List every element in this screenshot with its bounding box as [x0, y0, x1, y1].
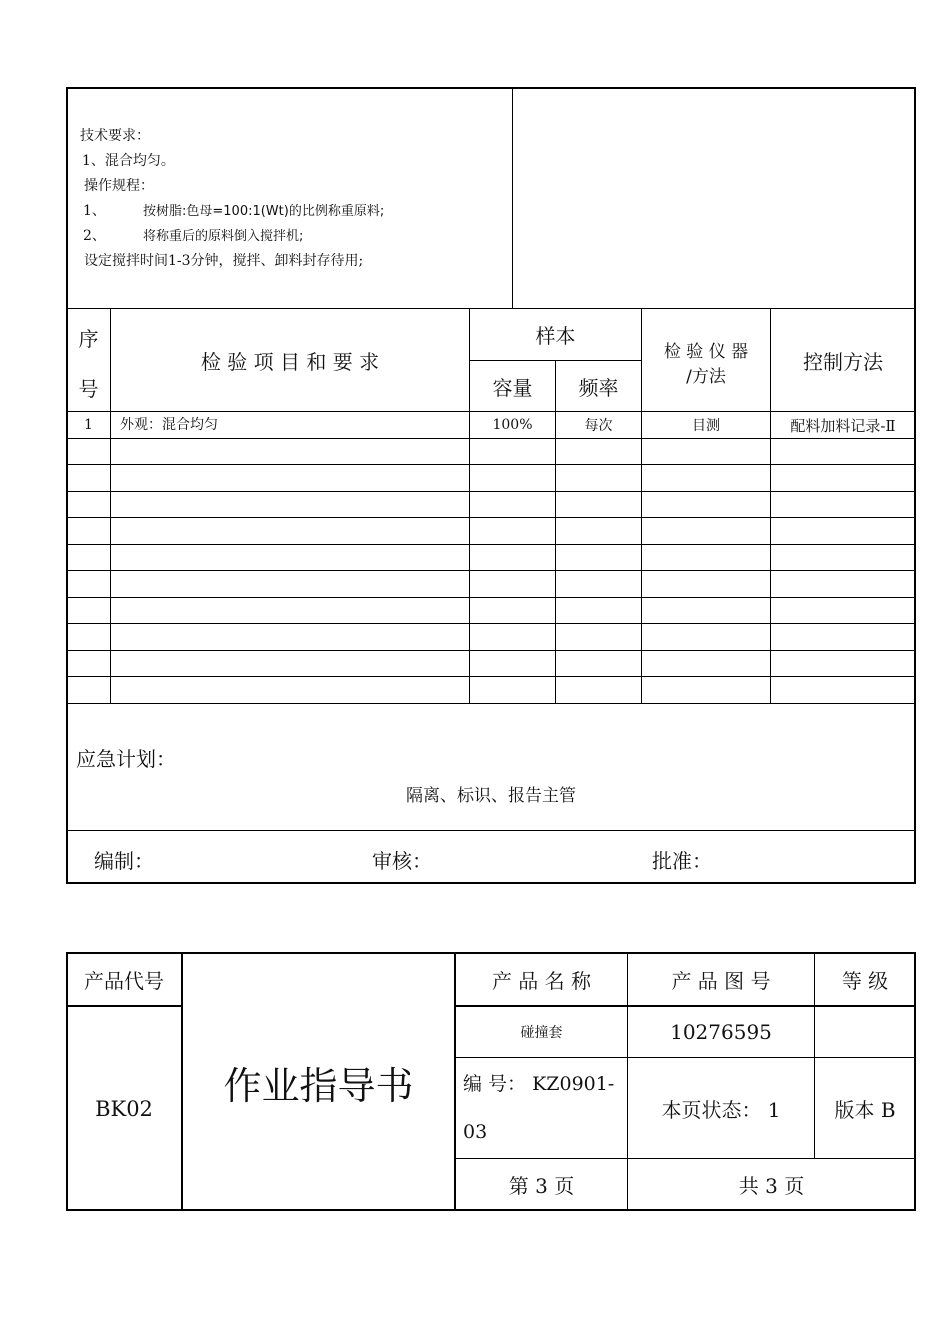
step-text: 按树脂:色母=100:1(Wt)的比例称重原料;	[143, 204, 385, 219]
line	[67, 464, 915, 465]
header-sample: 样本	[535, 324, 576, 348]
product-name-label: 产 品 名 称	[491, 969, 592, 993]
drawing-number-label: 产 品 图 号	[671, 969, 771, 993]
procedure-heading: 操作规程：	[84, 178, 154, 194]
procedure-step-2	[80, 224, 505, 249]
row-1-item: 外观：混合均匀	[120, 417, 218, 433]
document-number: 编 号： KZ0901-03	[463, 1073, 615, 1143]
line	[67, 676, 915, 677]
header-capacity: 容量	[492, 375, 533, 400]
grade-value	[815, 1007, 915, 1057]
version: 版本 B	[834, 1097, 896, 1122]
header-instrument-top: 检 验 仪 器	[663, 341, 749, 362]
row-1-instrument: 目测	[692, 418, 720, 434]
line	[67, 438, 915, 439]
header-seq-top: 序	[78, 326, 99, 351]
total-pages: 共 3 页	[738, 1174, 805, 1198]
tech-divider	[512, 88, 513, 309]
header-item: 检 验 项 目 和 要 求	[200, 349, 380, 374]
line	[67, 517, 915, 518]
line	[67, 491, 915, 492]
reviewed-by-label: 审核：	[372, 849, 432, 873]
tech-heading: 技术要求：	[80, 128, 150, 144]
procedure-step-1	[80, 199, 505, 224]
product-code-label: 产品代号	[84, 969, 164, 993]
header-instrument-bottom: /方法	[686, 366, 726, 387]
line	[67, 650, 915, 651]
header-frequency: 频率	[578, 375, 619, 400]
product-code-value: BK02	[95, 1096, 153, 1121]
line	[67, 544, 915, 545]
step-text: 将称重后的原料倒入搅拌机;	[143, 229, 304, 244]
row-1-capacity: 100%	[492, 417, 533, 433]
row-1-frequency: 每次	[584, 418, 613, 434]
procedure-step-3: 设定搅拌时间1-3分钟，搅拌、卸料封存待用;	[84, 253, 364, 269]
grade-label: 等 级	[841, 969, 889, 993]
page-number: 第 3 页	[508, 1174, 575, 1198]
line	[67, 597, 915, 598]
emergency-text: 隔离、标识、报告主管	[406, 785, 576, 806]
line	[67, 623, 915, 624]
row-1-control: 配料加料记录-Ⅱ	[790, 416, 896, 435]
step-number: 2、	[83, 228, 106, 244]
header-seq-bottom: 号	[78, 376, 99, 401]
document-title: 作业指导书	[223, 1063, 414, 1108]
row-1-seq: 1	[84, 417, 93, 433]
prepared-by-label: 编制：	[94, 849, 154, 873]
line	[67, 830, 915, 831]
tech-line-1: 1、混合均匀。	[82, 153, 175, 169]
header-control: 控制方法	[803, 349, 883, 374]
tech-requirements	[80, 124, 505, 274]
approved-by-label: 批准：	[652, 849, 712, 873]
page-status: 本页状态： 1	[661, 1097, 781, 1122]
line	[67, 570, 915, 571]
step-number: 1、	[83, 203, 106, 219]
line	[67, 703, 915, 704]
product-name-value: 碰撞套	[520, 1025, 563, 1041]
drawing-number-value: 10276595	[670, 1020, 772, 1044]
emergency-label: 应急计划：	[76, 747, 176, 771]
